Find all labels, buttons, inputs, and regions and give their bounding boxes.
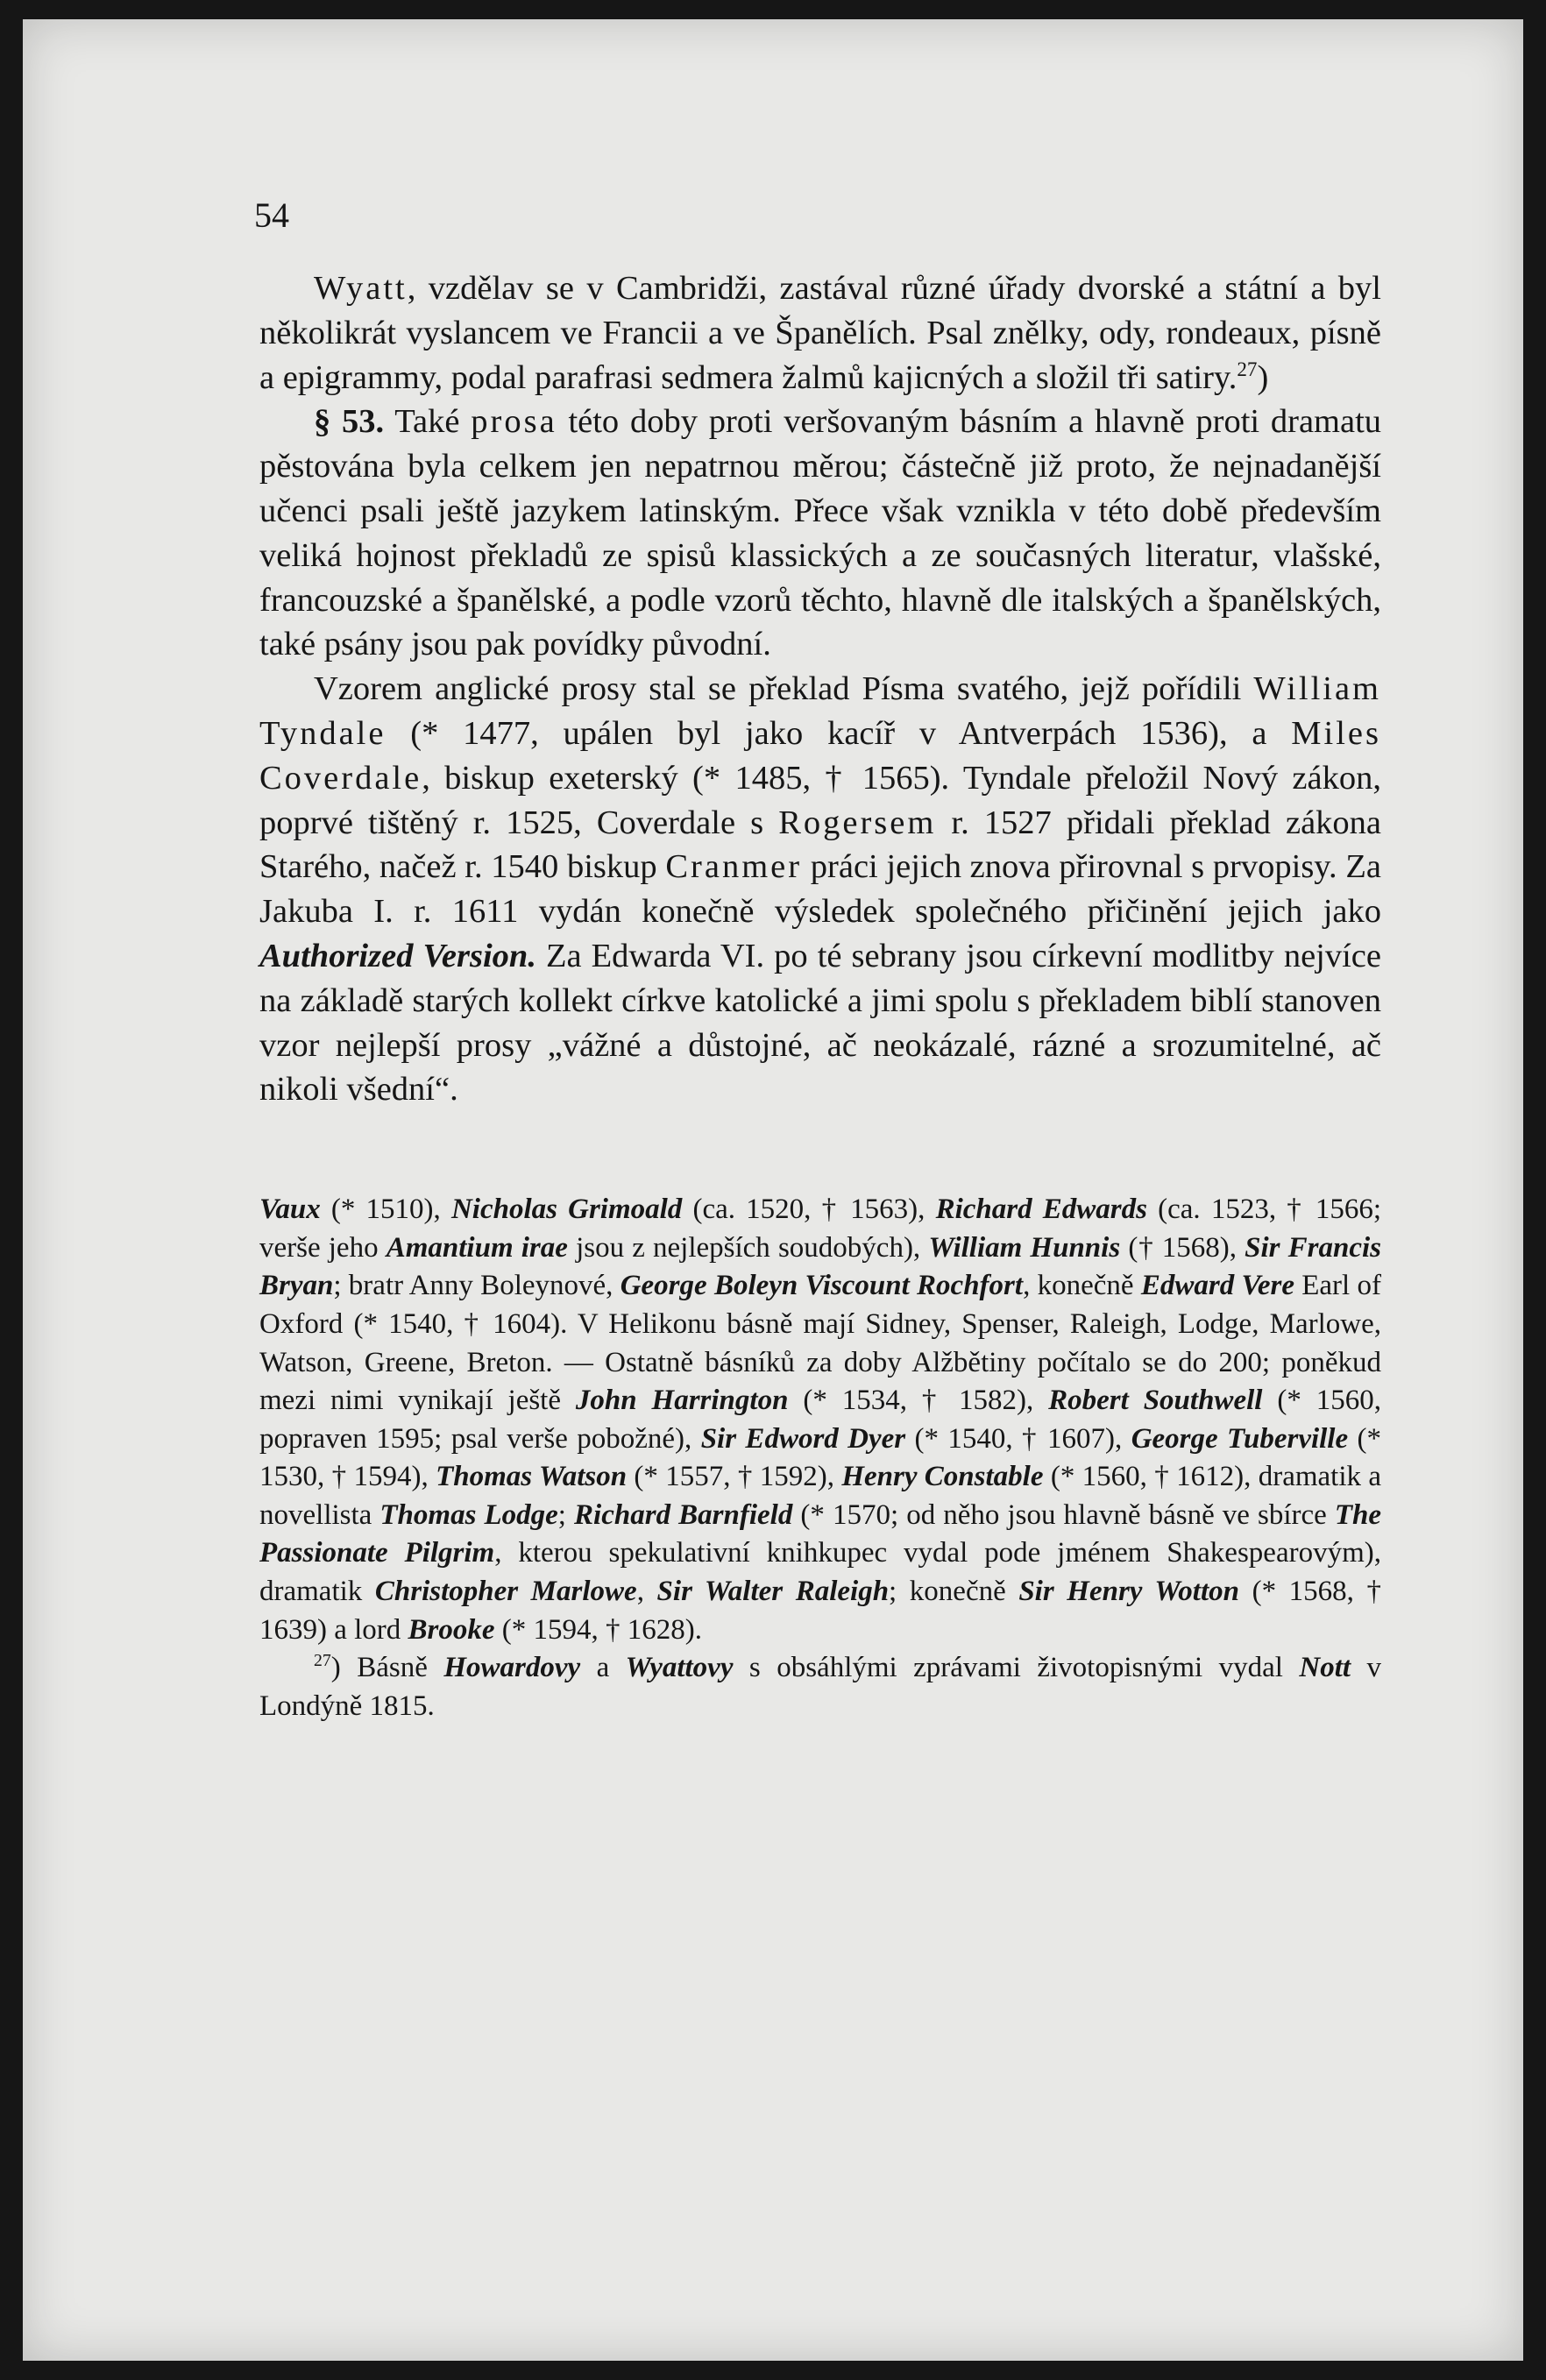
work-title: The Passionate Pilgrim <box>259 1498 1382 1569</box>
paragraph-text: ) <box>1257 358 1269 396</box>
paragraph-text: , vzdělav se v Cambridži, zastával různé úřady dvorské a státní a byl několikrát vyslancem ve Francii a ve Španělích. Psal znělky, ody, rondeaux, písně a epigrammy, podal parafrasi sedmera žalmů kajicných a složil tři satiry. <box>259 270 1381 396</box>
editor-name: Nott <box>1299 1652 1351 1684</box>
title-authorized-version: Authorized Version. <box>259 937 536 974</box>
paragraph-text: této doby proti veršovaným básním a hlavně proti dramatu pěstována byla celkem jen nepatrnou měrou; částečně již proto, že nejnadanější učenci psali ještě jazykem latinským. Přece však vznikla v této době především veliká hojnost překladů ze spisů klassických a ze současných literatur, vlašské, francouzské a španělské, a podle vzorů těchto, hlavně dle italských a španělských, také psány jsou pak povídky původní. <box>259 403 1382 663</box>
footnote-text: , kterou spekulativní knihkupec vydal pode jménem Shakespearovým), dramatik <box>259 1537 1381 1608</box>
poet-name: Vaux <box>259 1194 321 1226</box>
footnote-text: Earl of Oxford (* 1540, † 1604). V Helikonu básně mají Sidney, Spenser, Raleigh, Lodge, Marlowe, Watson, Greene, Breton. — Ostatně básníků za doby Alžbětiny počítalo se do 200; poněkud mezi nimi vynikají ještě <box>259 1270 1381 1417</box>
footnote-text: (* 1570; od něho jsou hlavně básně ve sbírce <box>792 1498 1335 1531</box>
term-prosa: prosa <box>471 403 557 441</box>
poet-name: Christopher Marlowe <box>374 1576 637 1608</box>
footnote-text: (* 1560, popraven 1595; psal verše pobožné), <box>259 1385 1381 1455</box>
paragraph-text: Také <box>384 403 472 441</box>
poet-name: Brooke <box>408 1613 495 1646</box>
poet-name: Thomas Lodge <box>379 1498 558 1531</box>
poet-name: Sir Walter Raleigh <box>656 1576 890 1608</box>
paragraph-text: (* 1477, upálen byl jako kacíř v Antverpách 1536), a <box>386 714 1292 752</box>
poet-name: Wyattovy <box>625 1652 734 1684</box>
footnote-text: , <box>636 1576 657 1608</box>
poet-name: Robert Southwell <box>1048 1385 1263 1417</box>
poet-name: William Hunnis <box>928 1231 1121 1264</box>
poet-name: George Tuberville <box>1131 1422 1349 1455</box>
footnote-text: (* 1557, † 1592), <box>627 1461 842 1493</box>
poet-name: Edward Vere <box>1140 1270 1294 1302</box>
footnote-27 <box>259 1649 1381 1725</box>
footnote-text: jsou z nejlepších soudobých), <box>567 1231 929 1264</box>
name-coverdale: Miles Coverdale <box>259 714 1381 797</box>
footnote-mark: 27 <box>314 1651 331 1671</box>
footnote-text: (* 1568, † 1639) a lord <box>259 1576 1382 1646</box>
paragraph-bible-translation <box>259 667 1381 1112</box>
footnote-text: a <box>580 1652 626 1684</box>
footnote-text: ; konečně <box>889 1576 1019 1608</box>
poet-name: Sir Francis Bryan <box>259 1231 1381 1302</box>
poet-name: Richard Edwards <box>935 1194 1147 1226</box>
footnote-text: (* 1560, † 1612), dramatik a novellista <box>259 1461 1381 1531</box>
paragraph-text: r. 1527 přidali překlad zákona Starého, načež r. 1540 biskup <box>259 804 1381 886</box>
footnote-text: (* 1534, † 1582), <box>788 1385 1049 1417</box>
footnote-text: ; <box>557 1498 575 1531</box>
name-cranmer: Cranmer <box>665 848 803 886</box>
paragraph-wyatt <box>259 266 1381 400</box>
page-text <box>259 266 1381 1725</box>
paragraph-section-53 <box>259 400 1381 667</box>
footnote-text: ; bratr Anny Boleynové, <box>333 1270 621 1302</box>
poet-name: Thomas Watson <box>436 1461 628 1493</box>
work-title: Amantium irae <box>386 1231 568 1264</box>
poet-name: John Harrington <box>575 1385 789 1417</box>
name-rogers: Rogersem <box>778 804 937 841</box>
poet-name: George Boleyn Viscount Rochfort <box>620 1270 1024 1302</box>
poet-name: Sir Henry Wotton <box>1018 1576 1240 1608</box>
footnotes <box>259 1191 1381 1725</box>
paragraph-text: , biskup exeterský (* 1485, † 1565). Tyndale přeložil Nový zákon, poprvé tištěný r. 1525, Coverdale s <box>259 759 1381 841</box>
footnote-text: ) Básně <box>330 1652 444 1684</box>
poet-name: Sir Edword Dyer <box>700 1422 906 1455</box>
footnote-text: , konečně <box>1023 1270 1141 1302</box>
paragraph-text: Vzorem anglické prosy stal se překlad Písma svatého, jejž pořídili <box>314 670 1254 708</box>
footnote-text: (ca. 1520, † 1563), <box>682 1194 936 1226</box>
book-page <box>23 19 1523 2361</box>
paragraph-text: práci jejich znova přirovnal s prvopisy. Za Jakuba I. r. 1611 vydán konečně výsledek společného přičinění jejich jako <box>259 848 1381 931</box>
footnote-continued <box>259 1191 1381 1649</box>
page-number: 54 <box>254 195 289 235</box>
poet-name: Howardovy <box>443 1652 581 1684</box>
section-number: § 53. <box>314 403 385 441</box>
footnote-text: s obsáhlými zprávami životopisnými vydal <box>733 1652 1300 1684</box>
poet-name: Nicholas Grimoald <box>450 1194 683 1226</box>
main-text <box>259 266 1381 1112</box>
footnote-text: († 1568), <box>1120 1231 1245 1264</box>
name-wyatt: Wyatt <box>314 270 408 307</box>
footnote-ref: 27 <box>1237 357 1258 380</box>
footnote-text: (* 1530, † 1594), <box>259 1422 1381 1493</box>
paragraph-text: Za Edwarda VI. po té sebrany jsou církevní modlitby nejvíce na základě starých kollekt církve katolické a jimi spolu s překladem biblí stanoven vzor nejlepší prosy „vážné a důstojné, ač neokázalé, rázné a srozumitelné, ač nikoli všední“. <box>259 937 1381 1109</box>
footnote-text: v Londýně 1815. <box>259 1652 1382 1722</box>
poet-name: Henry Constable <box>841 1461 1044 1493</box>
footnote-text: (* 1594, † 1628). <box>494 1613 703 1646</box>
footnote-text: (* 1510), <box>320 1194 451 1226</box>
footnote-text: (* 1540, † 1607), <box>905 1422 1131 1455</box>
name-tyndale: William Tyndale <box>259 670 1381 752</box>
footnote-text: (ca. 1523, † 1566; verše jeho <box>259 1194 1382 1264</box>
poet-name: Richard Barnfield <box>574 1498 793 1531</box>
